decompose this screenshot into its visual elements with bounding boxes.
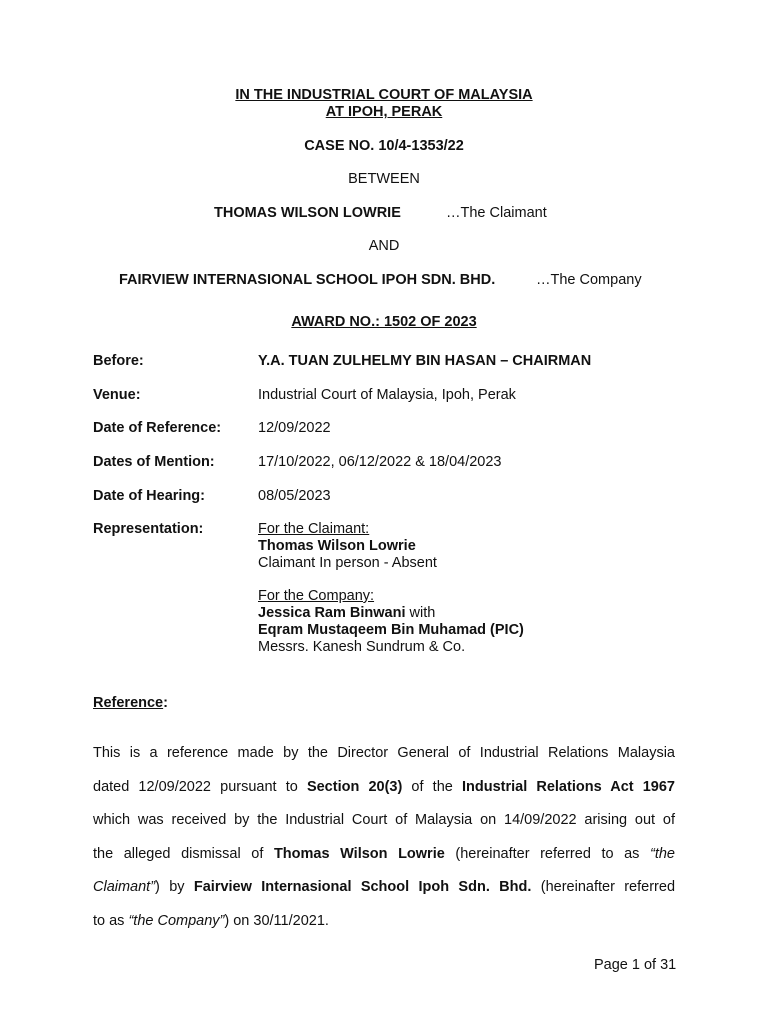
- before-value: Y.A. TUAN ZULHELMY BIN HASAN – CHAIRMAN: [258, 353, 592, 369]
- between-label: BETWEEN: [348, 171, 420, 187]
- reference-date-value: 12/09/2022: [258, 420, 331, 436]
- ref-l5-quote: Claimant”: [93, 879, 156, 895]
- ref-l2-section: Section 20(3): [306, 779, 403, 795]
- venue-label: Venue:: [93, 387, 141, 403]
- mention-dates-value: 17/10/2022, 06/12/2022 & 18/04/2023: [258, 454, 502, 470]
- reference-heading: [93, 695, 168, 711]
- venue-value: Industrial Court of Malaysia, Ipoh, Perak: [258, 387, 516, 403]
- ref-l6-text-a: to as: [93, 913, 129, 929]
- before-label: Before:: [93, 353, 144, 369]
- reference-heading-text: Reference: [93, 695, 164, 711]
- ref-l2-text-a: dated 12/09/2022 pursuant to: [93, 779, 307, 795]
- ref-l4-quote: “the: [650, 846, 676, 862]
- ref-l5-text-b: ) by: [155, 879, 194, 895]
- hearing-date-label: Date of Hearing:: [93, 488, 205, 504]
- company-representative-with: with: [405, 605, 436, 621]
- ref-l5-text-d: (hereinafter referred: [531, 879, 676, 895]
- ref-l4-text-c: (hereinafter referred to as: [444, 846, 651, 862]
- hearing-date-value: 08/05/2023: [258, 488, 331, 504]
- company-representative-line: [258, 605, 435, 621]
- page-number: Page 1 of 31: [594, 957, 677, 973]
- reference-line-1: This is a reference made by the Director General of Industrial Relations Malaysia: [93, 745, 675, 761]
- ref-l5-company: Fairview Internasional School Ipoh Sdn. Bhd.: [193, 879, 532, 895]
- award-number: AWARD NO.: 1502 OF 2023: [291, 314, 477, 330]
- reference-line-2: [93, 779, 675, 795]
- reference-line-3: which was received by the Industrial Court of Malaysia on 14/09/2022 arising out of: [93, 812, 675, 828]
- company-law-firm: Messrs. Kanesh Sundrum & Co.: [258, 639, 466, 655]
- for-claimant-label: For the Claimant:: [258, 521, 370, 537]
- representation-label: Representation:: [93, 521, 204, 537]
- case-number: CASE NO. 10/4-1353/22: [304, 138, 464, 154]
- ref-l2-act: Industrial Relations Act 1967: [461, 779, 675, 795]
- ref-l4-claimant: Thomas Wilson Lowrie: [273, 846, 445, 862]
- reference-line-6: [93, 913, 675, 929]
- reference-heading-colon: :: [163, 695, 168, 711]
- reference-date-label: Date of Reference:: [93, 420, 222, 436]
- ref-l2-text-c: of the: [402, 779, 462, 795]
- company-representative-2: Eqram Mustaqeem Bin Muhamad (PIC): [258, 622, 524, 638]
- company-name: FAIRVIEW INTERNASIONAL SCHOOL IPOH SDN. BHD.: [119, 272, 496, 288]
- and-label: AND: [368, 238, 400, 254]
- claimant-name: THOMAS WILSON LOWRIE: [214, 205, 401, 221]
- court-title-line2: AT IPOH, PERAK: [325, 104, 443, 120]
- claimant-representative: Thomas Wilson Lowrie: [258, 538, 416, 554]
- company-representative-1: Jessica Ram Binwani: [258, 605, 406, 621]
- company-role: …The Company: [536, 272, 642, 288]
- ref-l4-text-a: the alleged dismissal of: [93, 846, 274, 862]
- ref-l6-text-c: ) on 30/11/2021.: [224, 913, 329, 929]
- mention-dates-label: Dates of Mention:: [93, 454, 215, 470]
- ref-l6-quote: “the Company”: [128, 913, 225, 929]
- claimant-representative-note: Claimant In person - Absent: [258, 555, 437, 571]
- court-title-line1: IN THE INDUSTRIAL COURT OF MALAYSIA: [235, 87, 533, 103]
- reference-line-4: [93, 846, 675, 862]
- reference-line-5: [93, 879, 675, 895]
- claimant-role: …The Claimant: [446, 205, 547, 221]
- for-company-label: For the Company:: [258, 588, 375, 604]
